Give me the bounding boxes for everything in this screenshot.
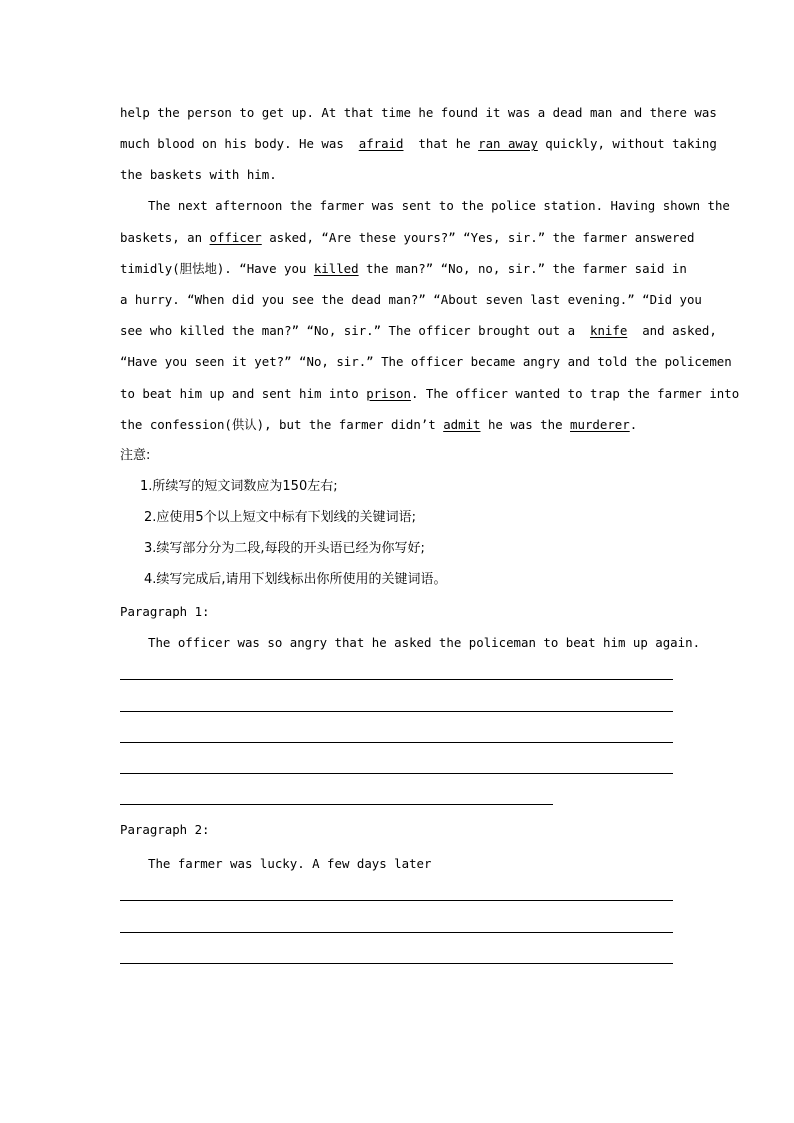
note-item-4: 4.续写完成后,请用下划线标出你所使用的关键词语。 <box>144 572 447 587</box>
story-line-6 <box>120 260 687 278</box>
text-segment: asked, “Are these yours?” “Yes, sir.” the farmer answered <box>261 230 695 245</box>
writing-line[interactable] <box>120 711 673 712</box>
story-line-2 <box>120 135 717 153</box>
story-line-10 <box>120 385 740 403</box>
writing-line[interactable] <box>120 804 553 805</box>
keyword-prison: prison <box>366 386 411 401</box>
writing-line[interactable] <box>120 963 673 964</box>
note-item-3: 3.续写部分分为二段,每段的开头语已经为你写好; <box>144 541 425 556</box>
keyword-afraid: afraid <box>358 136 404 151</box>
text-segment: quickly, without taking <box>537 136 717 151</box>
story-line-11 <box>120 416 674 434</box>
text-segment: . The officer wanted to trap the farmer into <box>410 386 740 401</box>
text-segment: that he <box>410 136 479 151</box>
keyword-officer: officer <box>209 230 262 245</box>
text-segment: the man?” “No, no, sir.” the farmer said in <box>358 261 687 276</box>
writing-line[interactable] <box>120 679 673 680</box>
writing-line[interactable] <box>120 773 673 774</box>
text-segment: much blood on his body. He was <box>120 136 352 151</box>
paragraph-2-label: Paragraph 2: <box>120 822 210 837</box>
notes-heading: 注意: <box>120 448 151 463</box>
keyword-admit: admit <box>443 417 481 432</box>
keyword-knife: knife <box>589 323 628 338</box>
text-segment: the confession(供认), but the farmer didn’t <box>120 417 444 432</box>
paragraph-1-opening: The officer was so angry that he asked the policeman to beat him up again. <box>148 635 701 650</box>
story-line-9: “Have you seen it yet?” “No, sir.” The officer became angry and told the policemen <box>120 354 732 369</box>
text-segment: . <box>629 417 638 432</box>
text-segment: and asked, <box>634 323 717 338</box>
note-item-1: 1.所续写的短文词数应为150左右; <box>140 479 338 494</box>
text-segment: to beat him up and sent him into <box>120 386 367 401</box>
keyword-ran-away: ran away <box>478 136 538 151</box>
story-line-1: help the person to get up. At that time he found it was a dead man and there was <box>120 105 717 120</box>
note-item-2: 2.应使用5个以上短文中标有下划线的关键词语; <box>144 510 417 525</box>
writing-line[interactable] <box>120 900 673 901</box>
text-segment: timidly(胆怯地). “Have you <box>120 261 314 276</box>
paragraph-2-opening: The farmer was lucky. A few days later <box>148 856 432 871</box>
text-segment: see who killed the man?” “No, sir.” The officer brought out a <box>120 323 583 338</box>
story-line-8 <box>120 322 717 340</box>
story-line-7: a hurry. “When did you see the dead man?” “About seven last evening.” “Did you <box>120 292 702 307</box>
keyword-killed: killed <box>313 261 359 276</box>
text-segment: he was the <box>480 417 571 432</box>
story-line-4: The next afternoon the farmer was sent to the police station. Having shown the <box>148 198 730 213</box>
writing-line[interactable] <box>120 932 673 933</box>
story-line-3: the baskets with him. <box>120 167 277 182</box>
keyword-murderer: murderer <box>570 417 630 432</box>
writing-line[interactable] <box>120 742 673 743</box>
story-line-5 <box>120 229 695 247</box>
text-segment: baskets, an <box>120 230 210 245</box>
paragraph-1-label: Paragraph 1: <box>120 604 210 619</box>
